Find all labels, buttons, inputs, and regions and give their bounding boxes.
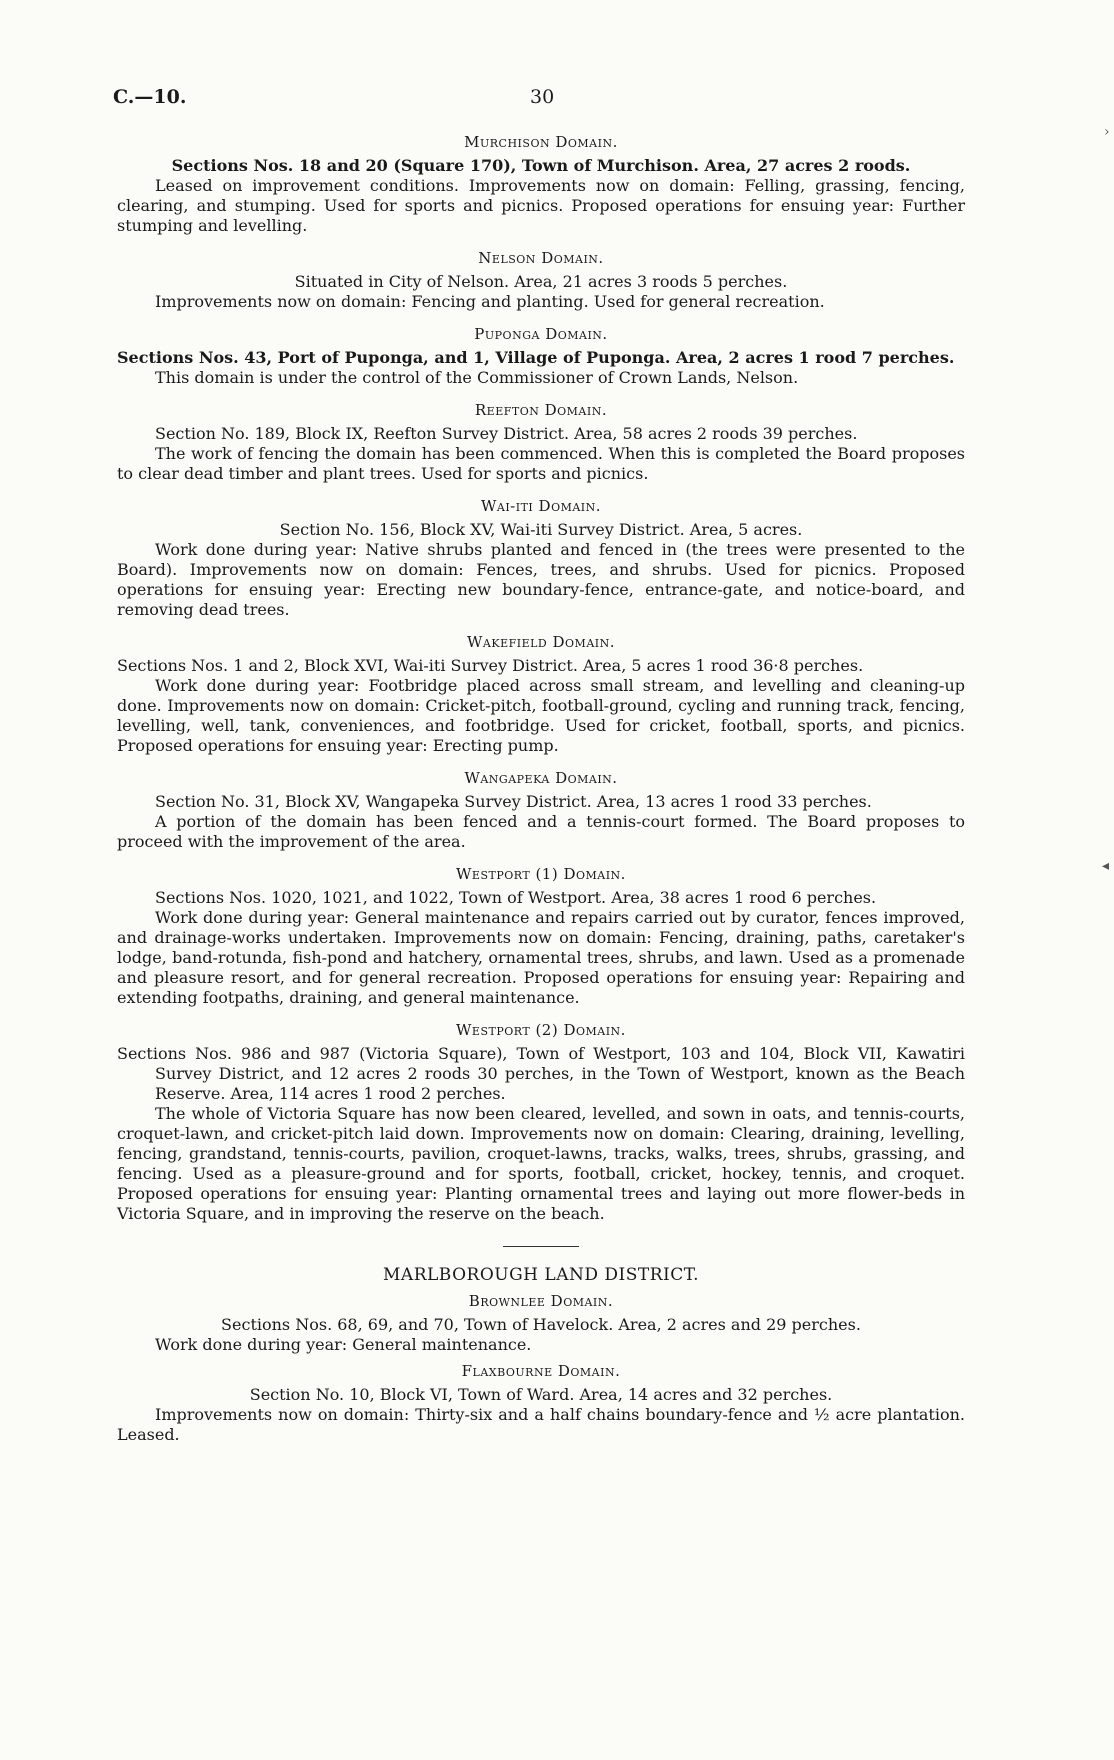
document-reference: C.—10. [113,86,187,108]
domain-section-wai-iti [117,496,965,620]
section-heading: Westport (1) Domain. [456,865,626,883]
section-paragraph: Work done during year: General maintenance. [155,1335,532,1354]
section-paragraph: The work of fencing the domain has been commenced. When this is completed the Board proposes to clear dead timber and plant trees. Used for sports and picnics. [117,444,965,483]
section-heading: Wakefield Domain. [467,633,615,651]
domain-section-westport-2 [117,1020,965,1224]
domain-section-murchison [117,132,965,236]
domain-section-nelson [117,248,965,312]
section-paragraph: Work done during year: Native shrubs planted and fenced in (the trees were presented to the Board). Improvements now on domain: Fences, trees, and shrubs. Used for picnics. Proposed operations for ensuing year: Erecting new boundary-fence, entrance-gate, and notice-board, and removing dead trees. [117,540,965,619]
section-location-line: Section No. 31, Block XV, Wangapeka Survey District. Area, 13 acres 1 rood 33 perches. [155,792,872,811]
section-paragraph: Leased on improvement conditions. Improvements now on domain: Felling, grassing, fencing, clearing, and stumping. Used for sports and picnics. Proposed operations for ensuing year: Further stumping and levelling. [117,176,965,235]
section-paragraph: Improvements now on domain: Thirty-six and a half chains boundary-fence and ½ acre plantation. Leased. [117,1405,965,1444]
section-location-line: Section No. 156, Block XV, Wai-iti Survey District. Area, 5 acres. [279,520,803,539]
margin-mark: ◂ [1102,858,1110,874]
section-location-line: Section No. 189, Block IX, Reefton Survey District. Area, 58 acres 2 roods 39 perches. [155,424,858,443]
section-paragraph: The whole of Victoria Square has now been cleared, levelled, and sown in oats, and tennis-courts, croquet-lawn, and cricket-pitch laid down. Improvements now on domain: Clearing, draining, levelling, fencing, grandstand, tennis-courts, pavilion, croquet-lawns, tracks, walks, trees, shrubs, grassing, and fencing. Used as a pleasure-ground and for sports, football, cricket, hockey, tennis, and croquet. Proposed operations for ensuing year: Planting ornamental trees and laying out more flower-beds in Victoria Square, and in improving the reserve on the beach. [117,1104,965,1223]
section-heading: Puponga Domain. [474,325,608,343]
section-location-line: Sections Nos. 18 and 20 (Square 170), Town of Murchison. Area, 27 acres 2 roods. [171,156,911,175]
section-paragraph: A portion of the domain has been fenced and a tennis-court formed. The Board proposes to proceed with the improvement of the area. [117,812,965,851]
section-location-line: Section No. 10, Block VI, Town of Ward. Area, 14 acres and 32 perches. [249,1385,833,1404]
domain-section-puponga [117,324,965,388]
document-body [117,132,965,1445]
section-heading: Flaxbourne Domain. [461,1362,621,1380]
section-location-line: Sections Nos. 68, 69, and 70, Town of Havelock. Area, 2 acres and 29 perches. [221,1315,861,1334]
margin-mark: › [1104,124,1110,140]
section-heading: Westport (2) Domain. [456,1021,626,1039]
section-location-line: Sections Nos. 43, Port of Puponga, and 1, Village of Puponga. Area, 2 acres 1 rood 7 perches. [117,348,955,367]
section-location-line: Sections Nos. 1020, 1021, and 1022, Town of Westport. Area, 38 acres 1 rood 6 perches. [155,888,877,907]
section-paragraph: This domain is under the control of the Commissioner of Crown Lands, Nelson. [155,368,799,387]
section-heading: Reefton Domain. [474,401,608,419]
section-heading: Wangapeka Domain. [464,769,618,787]
section-paragraph: Work done during year: Footbridge placed across small stream, and levelling and cleaning-up done. Improvements now on domain: Cricket-pitch, football-ground, cycling and running track, fencing, levelling, well, tank, conveniences, and footbridge. Used for cricket, football, sports, and picnics. Proposed operations for ensuing year: Erecting pump. [117,676,965,755]
domain-section-brownlee [117,1291,965,1355]
section-heading: Murchison Domain. [464,133,618,151]
domain-section-wangapeka [117,768,965,852]
domain-section-reefton [117,400,965,484]
section-heading: Wai-iti Domain. [480,497,602,515]
page-number: 30 [530,86,555,108]
domain-section-flaxbourne [117,1361,965,1445]
section-heading: Brownlee Domain. [468,1292,614,1310]
district-heading: MARLBOROUGH LAND DISTRICT. [383,1265,699,1285]
section-location-line: Sections Nos. 1 and 2, Block XVI, Wai-iti Survey District. Area, 5 acres 1 rood 36·8 perches. [117,656,864,675]
section-divider [503,1246,579,1247]
domain-section-wakefield [117,632,965,756]
section-paragraph: Improvements now on domain: Fencing and planting. Used for general recreation. [155,292,825,311]
section-paragraph: Work done during year: General maintenance and repairs carried out by curator, fences improved, and drainage-works undertaken. Improvements now on domain: Fencing, draining, paths, caretaker's lodge, band-rotunda, fish-pond and hatchery, ornamental trees, shrubs, and lawn. Used as a promenade and pleasure resort, and for general recreation. Proposed operations for ensuing year: Repairing and extending footpaths, draining, and general maintenance. [117,908,965,1007]
section-heading: Nelson Domain. [478,249,604,267]
section-location-line: Situated in City of Nelson. Area, 21 acres 3 roods 5 perches. [294,272,788,291]
section-location-line: Sections Nos. 986 and 987 (Victoria Square), Town of Westport, 103 and 104, Block VII, Kawatiri Survey District, and 12 acres 2 roods 30 perches, in the Town of Westport, known as the Beach Reserve. Area, 114 acres 1 rood 2 perches. [117,1044,965,1103]
domain-section-westport-1 [117,864,965,1008]
